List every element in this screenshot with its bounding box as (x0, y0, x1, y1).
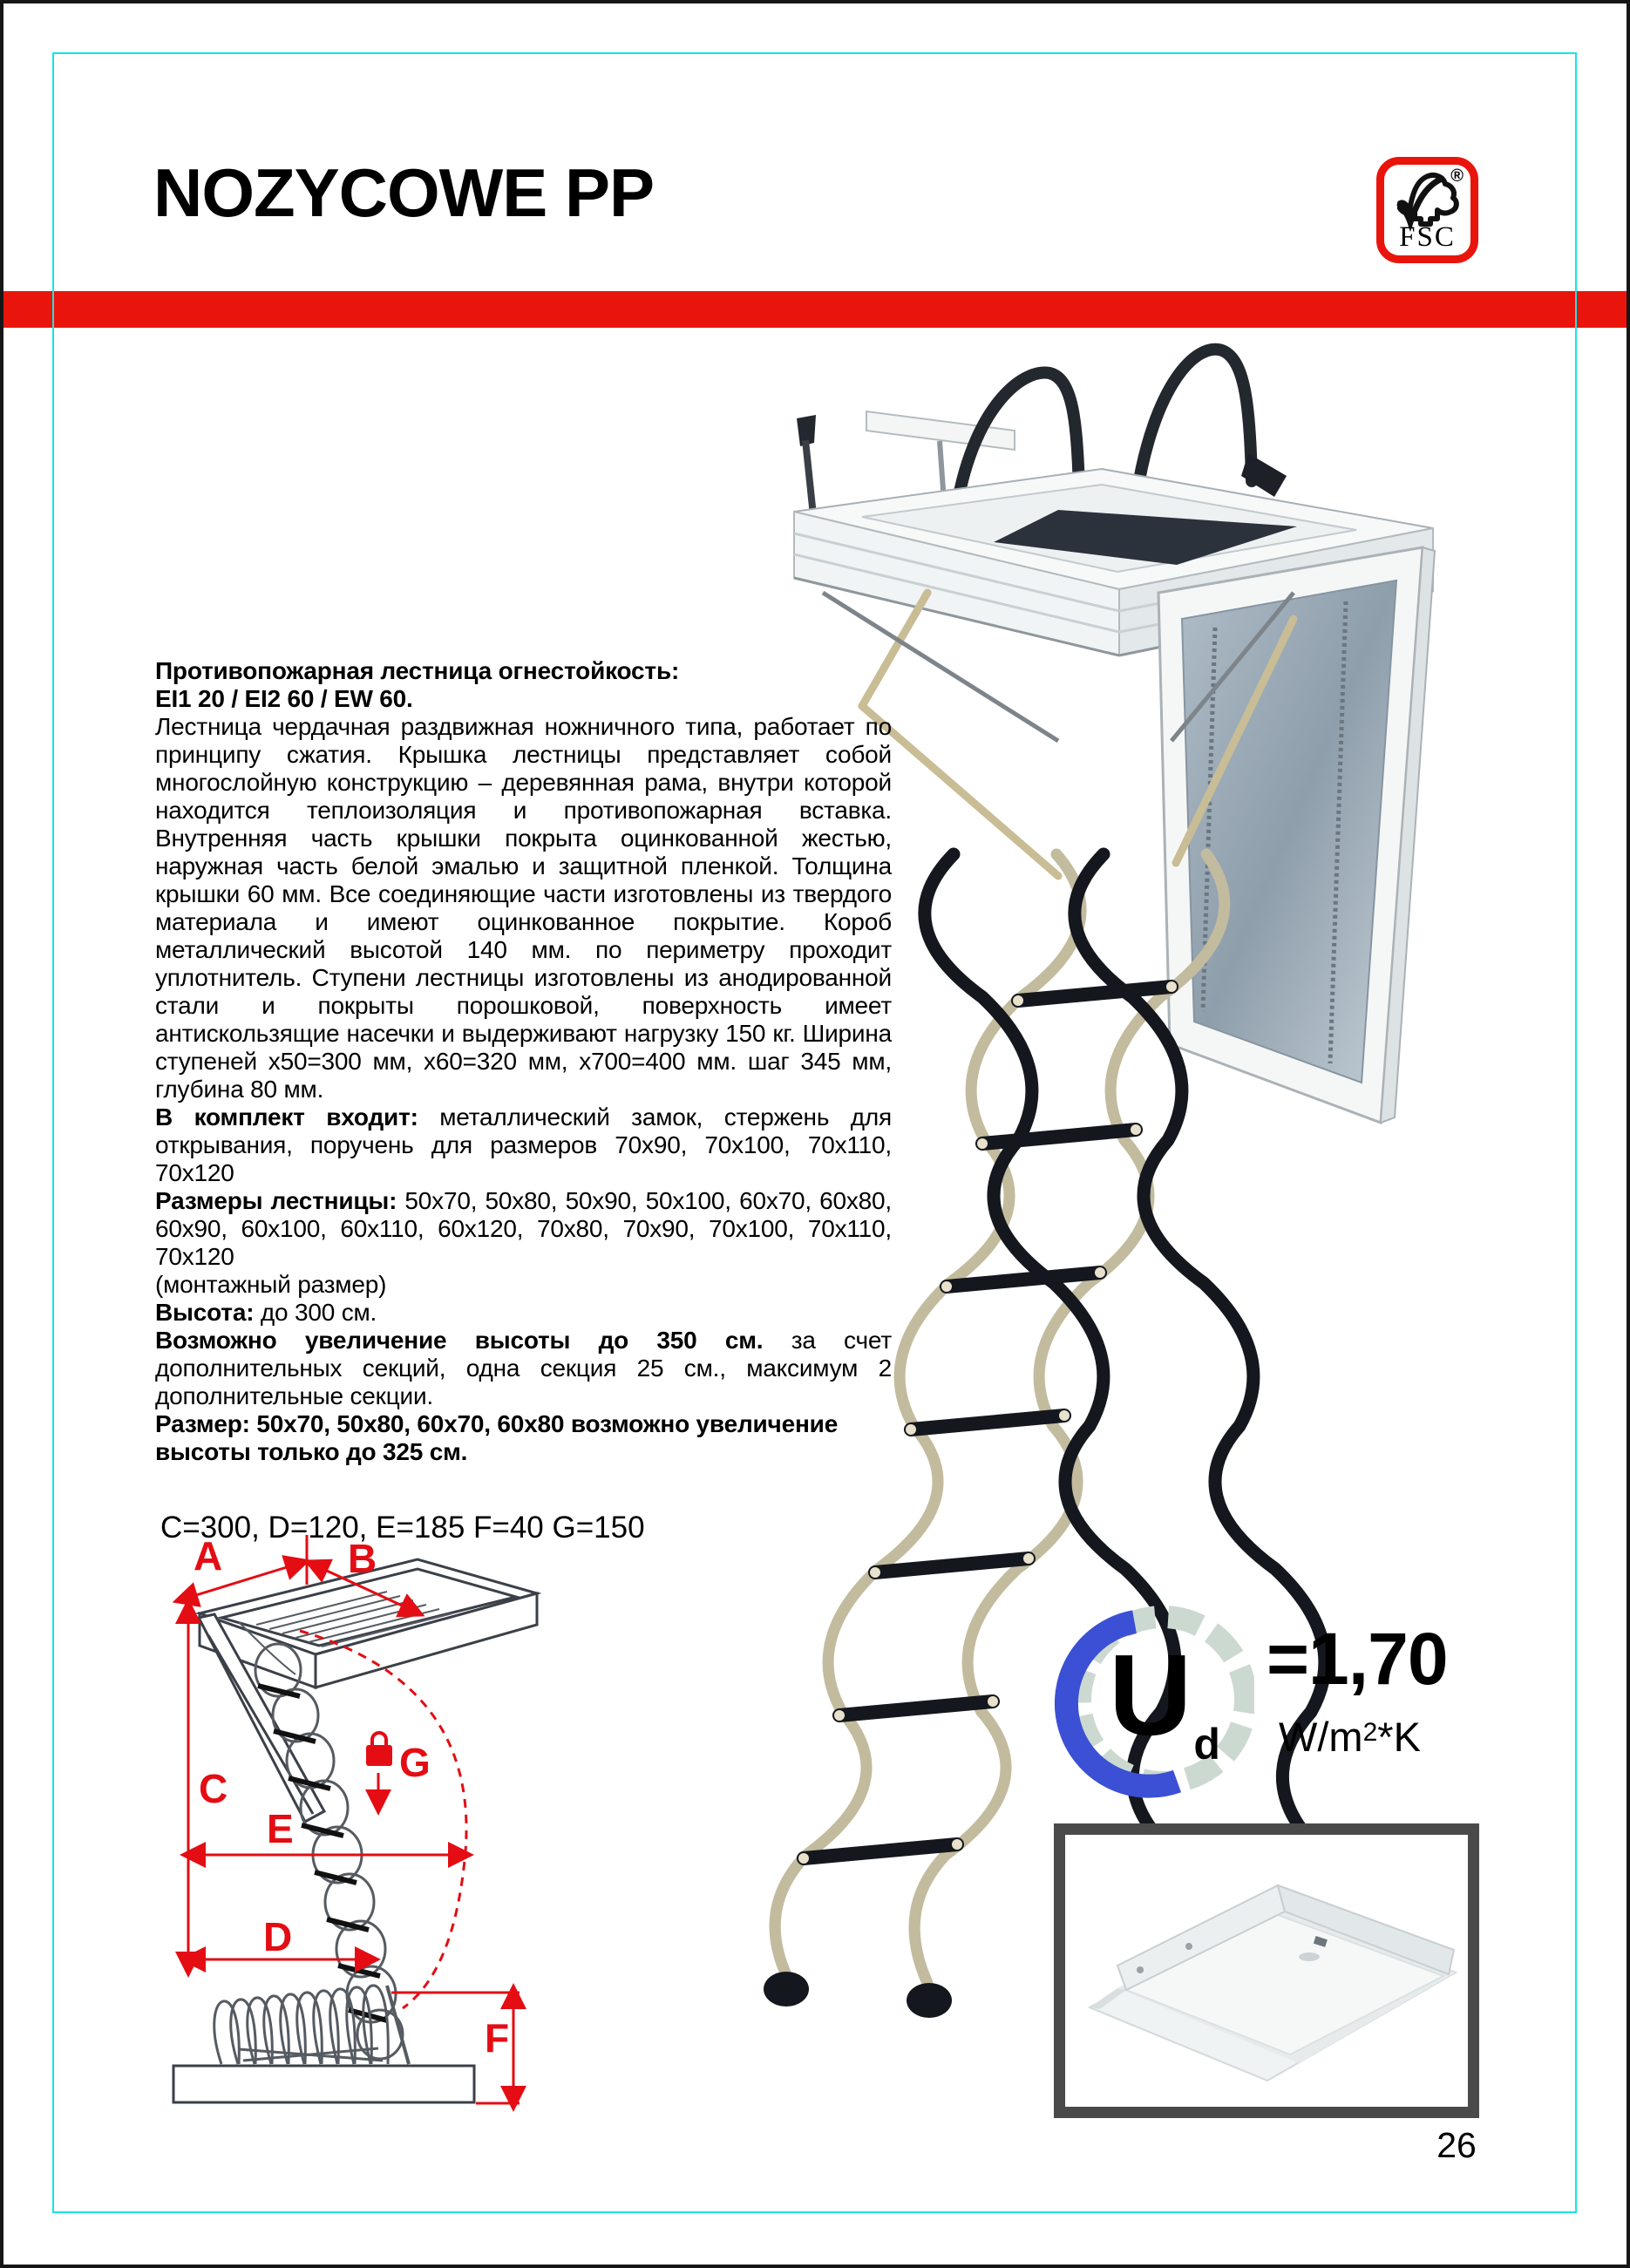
fire-heading-line1: Противопожарная лестница огнестойкость: (155, 657, 680, 684)
diagram-label-c: C (199, 1766, 228, 1811)
fsc-logo (1376, 157, 1478, 263)
sizes-note: (монтажный размер) (155, 1271, 387, 1298)
ud-value: =1,70 (1267, 1618, 1448, 1700)
diagram-folded-view (173, 1986, 474, 2102)
kit-text: металлический замок, стержень для открывания, поручень для размеров 70х90, 70х100, 70х110, 70х120 (155, 1103, 892, 1186)
open-lid (1158, 547, 1435, 1123)
technical-diagram (126, 1531, 649, 2176)
sizes-label: Размеры лестницы: (155, 1187, 397, 1214)
closed-hatch-picture (1054, 1823, 1479, 2118)
extension-text: за счет дополнительных секций, одна секция 25 см., максимум 2 дополнительные секции. (155, 1327, 892, 1409)
registered-trademark: ® (1450, 166, 1464, 186)
ud-thermal-badge (1054, 1601, 1464, 1802)
diagram-label-d: D (263, 1914, 293, 1959)
sizes-text: 50х70, 50х80, 50х90, 50х100, 60х70, 60х80, 60х90, 60х100, 60х110, 60х120, 70х80, 70х90, 70х100, 70х110, 70х120 (155, 1187, 893, 1270)
height-text: до 300 см. (254, 1299, 377, 1326)
description-paragraph: Лестница чердачная раздвижная ножничного типа, работает по принципу сжатия. Крышка лестницы представляет собой многослойную конструкцию – деревянная рама, внутри которой находится теплоизоляция и противопожарная вставка. Внутренняя часть крышки покрыта оцинкованной жестью, наружная часть белой эмалью и защитной пленкой. Толщина крышки 60 мм. Все соединяющие части изготовлены из твердого материала и имеют оцинкованное покрытие. Короб металлический высотой 140 мм. по периметру проходит уплотнитель. Ступени лестницы изготовлены из анодированной стали и покрыты порошковой, поверхность имеет антискользящие насечки и выдерживают нагрузку 150 кг. Ширина ступеней х50=300 мм, х60=320 мм, х700=400 мм. шаг 345 мм, глубина 80 мм. (155, 713, 892, 1103)
dimension-values-line: C=300, D=120, E=185 F=40 G=150 (160, 1511, 645, 1545)
ud-symbol: $U_d$ (1109, 1631, 1220, 1769)
sizes-paragraph (155, 1187, 892, 1271)
handrail-cap (1241, 453, 1287, 497)
page-title: NOZYCOWE PP (153, 154, 655, 231)
extension-paragraph (155, 1327, 892, 1410)
diagram-label-b: B (348, 1536, 377, 1581)
height-paragraph (155, 1299, 892, 1327)
ud-unit: $W/m^2*K$ (1279, 1714, 1421, 1760)
fire-heading-line2: EI1 20 / EI2 60 / EW 60. (155, 685, 413, 712)
height-label: Высота: (155, 1299, 255, 1326)
diagram-label-g: G (399, 1740, 431, 1785)
red-accent-bar (3, 291, 1627, 328)
extension-size-note: Размер: 50х70, 50х80, 60х70, 60х80 возможно увеличение высоты только до 325 см. (155, 1410, 839, 1465)
diagram-label-e: E (267, 1806, 294, 1851)
kit-label: В комплект входит: (155, 1103, 418, 1131)
kit-paragraph (155, 1103, 892, 1187)
description-column (155, 657, 892, 1466)
closed-hatch-image (1065, 1835, 1468, 2107)
page-number: 26 (1436, 2125, 1477, 2165)
diagram-weight-icon (366, 1733, 392, 1766)
diagram-label-f: F (485, 2015, 510, 2061)
extension-bold: Возможно увеличение высоты до 350 см. (155, 1327, 764, 1354)
diagram-label-a: A (194, 1533, 223, 1579)
fsc-label: FSC (1399, 221, 1456, 253)
